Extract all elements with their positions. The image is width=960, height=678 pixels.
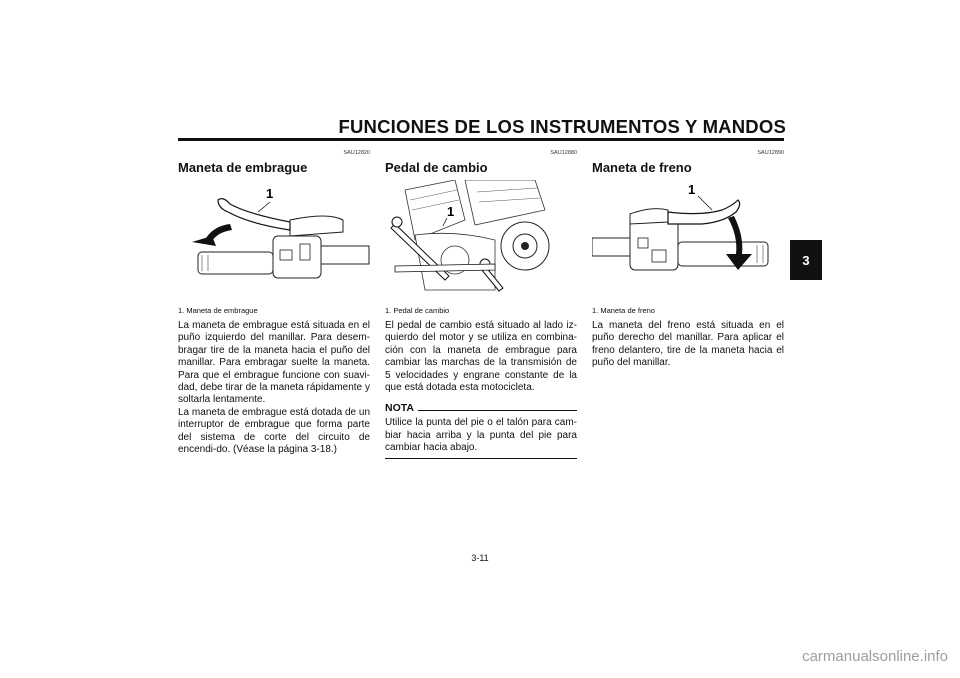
- header-rule: [178, 138, 784, 141]
- figure-callout-1: 1: [688, 182, 696, 197]
- figure-callout-1: 1: [447, 204, 455, 219]
- section-brake-lever: [592, 150, 784, 370]
- note-rule: [418, 410, 577, 411]
- section-title: Pedal de cambio: [385, 160, 488, 175]
- section-shift-pedal: [385, 150, 577, 459]
- shift-pedal-illustration: [385, 180, 577, 302]
- section-body: [178, 320, 370, 456]
- paragraph: El pedal de cambio está situado al lado iz-quierdo del motor y se utiliza en combina-ción con la maneta de embrague para cambiar las marchas de la transmisión de 5 velocidades y engrane constante de la que está dotada esta motocicleta.: [385, 320, 577, 394]
- clutch-lever-illustration: [178, 180, 370, 302]
- page-title: FUNCIONES DE LOS INSTRUMENTOS Y MANDOS: [338, 116, 786, 137]
- page-number: 3-11: [471, 553, 489, 563]
- section-body: [385, 320, 577, 394]
- figure-caption: 1. Maneta de freno: [592, 306, 655, 315]
- brake-lever-illustration: [592, 180, 784, 302]
- note-heading: NOTA: [385, 402, 414, 415]
- section-title: Maneta de embrague: [178, 160, 308, 175]
- figure-callout-1: 1: [266, 186, 274, 201]
- watermark: carmanualsonline.info: [802, 648, 948, 665]
- note-bottom-rule: [385, 458, 577, 459]
- paragraph: La maneta del freno está situada en el puño derecho del manillar. Para aplicar el freno delantero, tire de la maneta hacia el puño del manillar.: [592, 320, 784, 369]
- note-heading-row: [385, 402, 577, 414]
- section-code: SAU12880: [550, 150, 577, 156]
- section-clutch-lever: [178, 150, 370, 456]
- paragraph: La maneta de embrague está dotada de un interruptor de embrague que forma parte del sistema de corte del circuito de encendi-do. (Véase la página 3-18.): [178, 406, 370, 456]
- section-title: Maneta de freno: [592, 160, 692, 175]
- section-code: SAU12890: [757, 150, 784, 156]
- paragraph: La maneta de embrague está situada en el puño izquierdo del manillar. Para desem-bragar tire de la maneta hacia el puño del manillar. Para embragar suelte la maneta. Para que el embrague funcione con suavi-dad, debe tirar de la maneta rápidamente y soltarla lentamente.: [178, 320, 370, 406]
- chapter-tab: 3: [790, 240, 822, 280]
- note-box: [385, 402, 577, 458]
- figure-caption: 1. Pedal de cambio: [385, 306, 450, 315]
- figure-caption: 1. Maneta de embrague: [178, 306, 258, 315]
- section-code: SAU12820: [343, 150, 370, 156]
- section-body: [592, 320, 784, 370]
- note-text: Utilice la punta del pie o el talón para cam-biar hacia arriba y la punta del pie para cambiar hacia abajo.: [385, 417, 577, 454]
